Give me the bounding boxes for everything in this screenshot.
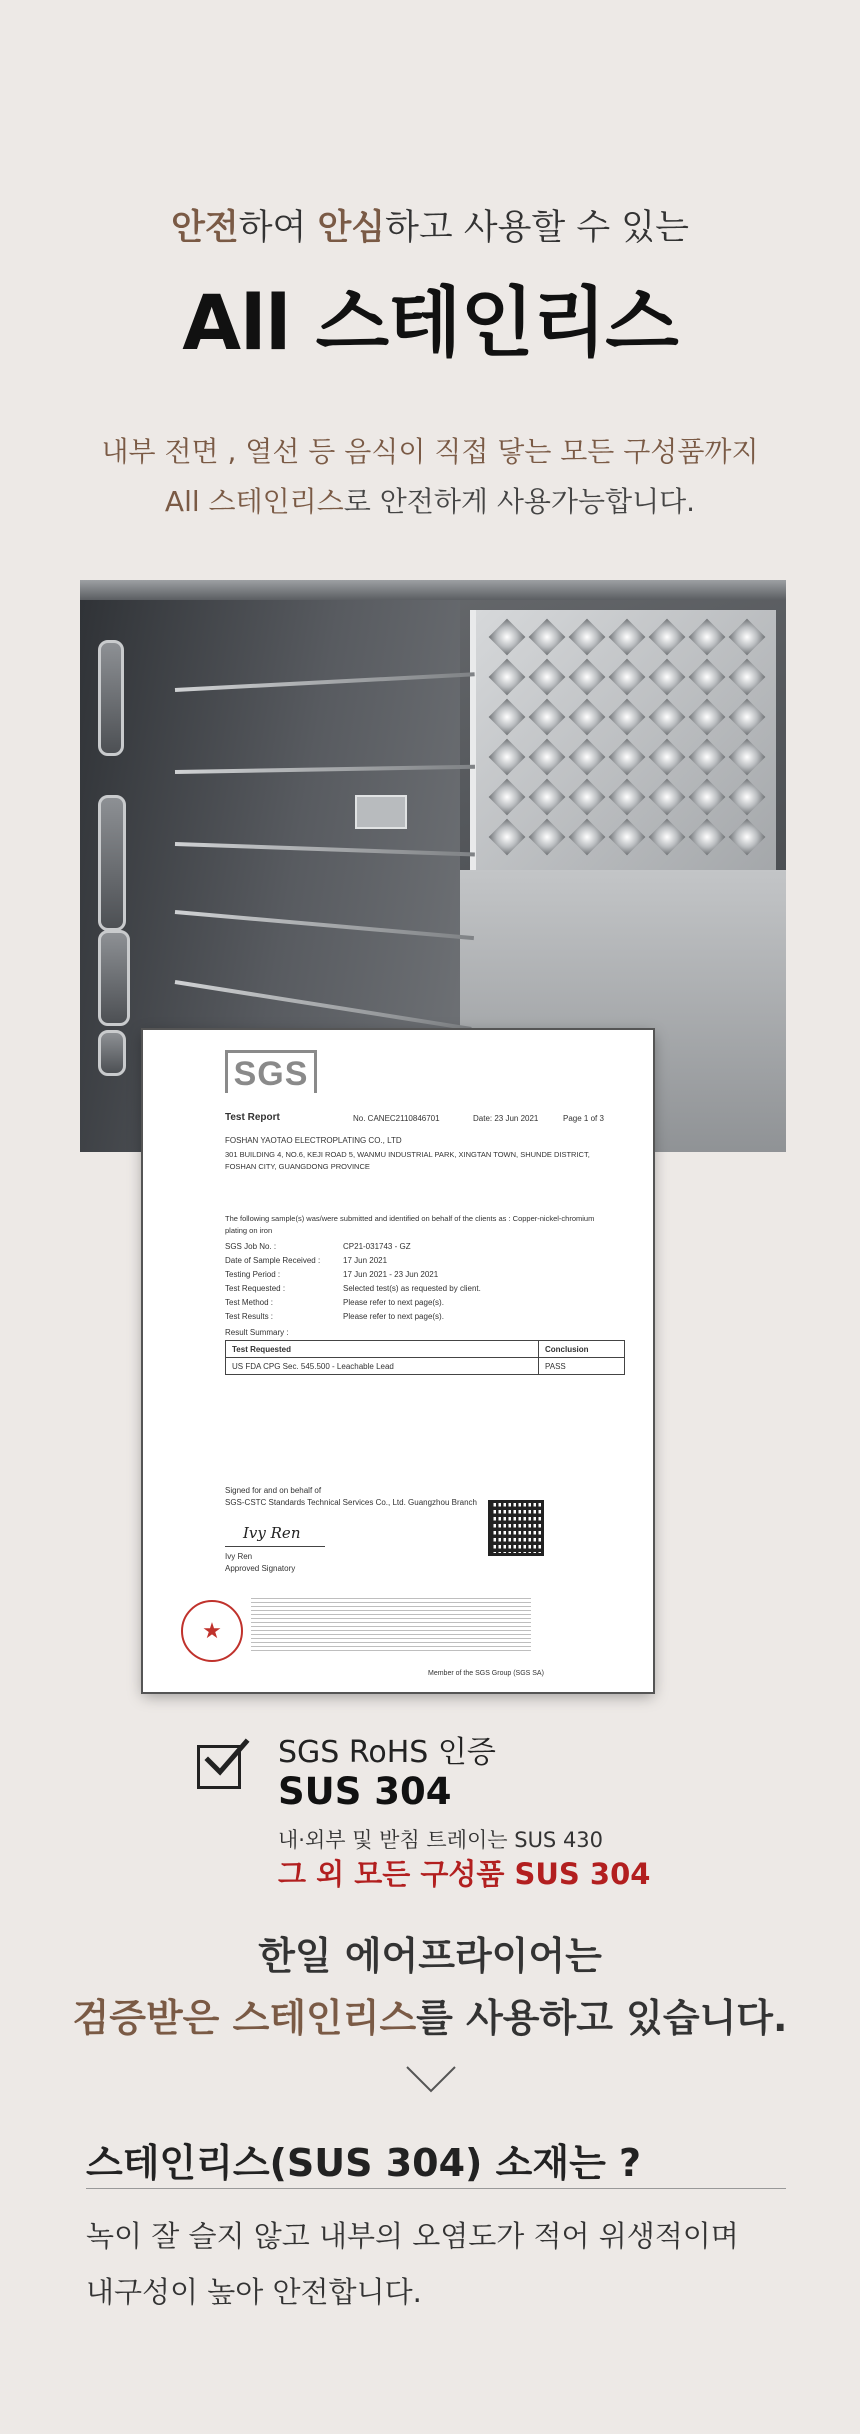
panel-perforation: [529, 699, 566, 736]
checkmark-icon: [202, 1734, 252, 1784]
panel-perforation: [689, 739, 726, 776]
sgs-test-report: [143, 1030, 653, 1692]
field-value: 17 Jun 2021 - 23 Jun 2021: [343, 1270, 439, 1279]
panel-perforation: [689, 779, 726, 816]
subtitle-part: 하여: [238, 208, 318, 248]
subtitle-part: 안전: [171, 208, 239, 248]
summary-label: Result Summary :: [225, 1328, 289, 1337]
cert-line3: 내·외부 및 받침 트레이는 SUS 430: [278, 1828, 604, 1852]
panel-perforation: [529, 779, 566, 816]
panel-perforation: [729, 779, 766, 816]
panel-perforation: [489, 659, 526, 696]
field-label: Test Requested :: [225, 1284, 286, 1293]
field-label: Test Results :: [225, 1312, 274, 1321]
table-head-cell: Conclusion: [539, 1341, 625, 1358]
panel-perforation: [489, 779, 526, 816]
panel-perforation: [649, 819, 686, 856]
field-value: Please refer to next page(s).: [343, 1312, 444, 1321]
address-line: 301 BUILDING 4, NO.6, KEJI ROAD 5, WANMU INDUSTRIAL PARK, XINGTAN TOWN, SHUNDE DISTRICT,: [225, 1150, 590, 1159]
panel-perforation: [609, 619, 646, 656]
hero-desc-line2: [0, 480, 860, 520]
field-value: Please refer to next page(s).: [343, 1298, 444, 1307]
cert-line1: SGS RoHS 인증: [278, 1735, 496, 1770]
hero-desc-line1: 내부 전면 , 열선 등 음식이 직접 닿는 모든 구성품까지: [101, 435, 759, 468]
panel-perforation: [649, 699, 686, 736]
field-label: Test Method :: [225, 1298, 274, 1307]
panel-perforation: [649, 619, 686, 656]
qr-code: [488, 1500, 544, 1556]
desc-part: All 스테인리스: [164, 485, 344, 518]
field-label: Date of Sample Received :: [225, 1256, 321, 1265]
desc-part: 로 안전하게 사용가능합니다.: [343, 485, 696, 518]
result-table: [225, 1340, 625, 1375]
statement-part: 검증받은 스테인리스: [72, 1996, 417, 2040]
sgs-logo: SGS: [225, 1050, 317, 1093]
signature-line: [225, 1546, 325, 1547]
panel-perforation: [609, 659, 646, 696]
panel-perforation: [529, 739, 566, 776]
subtitle-part: 안심: [317, 208, 386, 248]
chevron-down-icon: [405, 2064, 457, 2098]
table-row: [226, 1358, 625, 1375]
cert-line4: 그 외 모든 구성품 SUS 304: [278, 1857, 651, 1891]
panel-perforation: [569, 779, 606, 816]
address-line: FOSHAN CITY, GUANGDONG PROVINCE: [225, 1162, 370, 1171]
panel-perforation: [489, 619, 526, 656]
panel-perforation: [609, 699, 646, 736]
statement-line1: 한일 에어프라이어는: [258, 1934, 602, 1978]
panel-perforation: [609, 739, 646, 776]
table-cell: PASS: [539, 1358, 625, 1375]
panel-perforation: [569, 699, 606, 736]
field-value: CP21-031743 - GZ: [343, 1242, 411, 1251]
statement-part: 를 사용하고 있습니다.: [416, 1996, 788, 2040]
report-page: Page 1 of 3: [563, 1114, 604, 1123]
intro-line: plating on iron: [225, 1226, 273, 1235]
table-header-row: [226, 1341, 625, 1358]
panel-perforation: [569, 659, 606, 696]
panel-perforation: [569, 619, 606, 656]
panel-perforation: [689, 819, 726, 856]
cert-line2: SUS 304: [278, 1770, 452, 1813]
signed-line: Signed for and on behalf of: [225, 1486, 322, 1495]
panel-perforation: [689, 659, 726, 696]
report-title: Test Report: [225, 1112, 280, 1123]
panel-perforation: [489, 699, 526, 736]
panel-perforation: [729, 619, 766, 656]
hero-title: All 스테인리스: [182, 278, 678, 367]
field-label: Testing Period :: [225, 1270, 281, 1279]
panel-perforation: [489, 819, 526, 856]
panel-perforation: [529, 659, 566, 696]
signer-role: Approved Signatory: [225, 1564, 296, 1573]
panel-perforation: [729, 659, 766, 696]
panel-perforation: [689, 699, 726, 736]
subtitle-part: 하고 사용할 수 있는: [385, 208, 689, 248]
field-value: 17 Jun 2021: [343, 1256, 388, 1265]
faq-question: 스테인리스(SUS 304) 소재는 ?: [86, 2141, 642, 2185]
field-label: SGS Job No. :: [225, 1242, 277, 1251]
member-line: Member of the SGS Group (SGS SA): [428, 1670, 544, 1677]
panel-perforation: [649, 779, 686, 816]
faq-answer-line2: 내구성이 높아 안전합니다.: [86, 2275, 422, 2309]
report-date: Date: 23 Jun 2021: [473, 1114, 539, 1123]
divider: [86, 2188, 786, 2189]
panel-perforation: [649, 659, 686, 696]
panel-perforation: [649, 739, 686, 776]
panel-perforation: [729, 819, 766, 856]
panel-perforation: [729, 739, 766, 776]
panel-perforation: [689, 619, 726, 656]
hero-subtitle: [0, 200, 860, 250]
company-name: FOSHAN YAOTAO ELECTROPLATING CO., LTD: [225, 1136, 402, 1145]
panel-perforation: [569, 739, 606, 776]
signed-line: SGS-CSTC Standards Technical Services Co., Ltd. Guangzhou Branch: [225, 1498, 477, 1507]
panel-perforation: [489, 739, 526, 776]
panel-perforation: [609, 779, 646, 816]
statement-line2: [0, 1987, 860, 2042]
field-value: Selected test(s) as requested by client.: [343, 1284, 481, 1293]
intro-line: The following sample(s) was/were submitted and identified on behalf of the clients as : Copper-nickel-chromium: [225, 1214, 595, 1223]
report-no: No. CANEC2110846701: [353, 1114, 440, 1123]
panel-perforation: [609, 819, 646, 856]
table-cell: US FDA CPG Sec. 545.500 - Leachable Lead: [226, 1358, 539, 1375]
panel-perforation: [569, 819, 606, 856]
table-head-cell: Test Requested: [226, 1341, 539, 1358]
fine-print-block: [251, 1598, 531, 1654]
panel-perforation: [529, 819, 566, 856]
signature: Ivy Ren: [243, 1524, 301, 1542]
faq-answer-line1: 녹이 잘 슬지 않고 내부의 오염도가 적어 위생적이며: [86, 2219, 739, 2253]
signer-name: Ivy Ren: [225, 1552, 253, 1561]
sgs-seal-icon: ★: [181, 1600, 243, 1662]
check-icon: [197, 1745, 241, 1789]
panel-perforation: [529, 619, 566, 656]
panel-perforation: [729, 699, 766, 736]
